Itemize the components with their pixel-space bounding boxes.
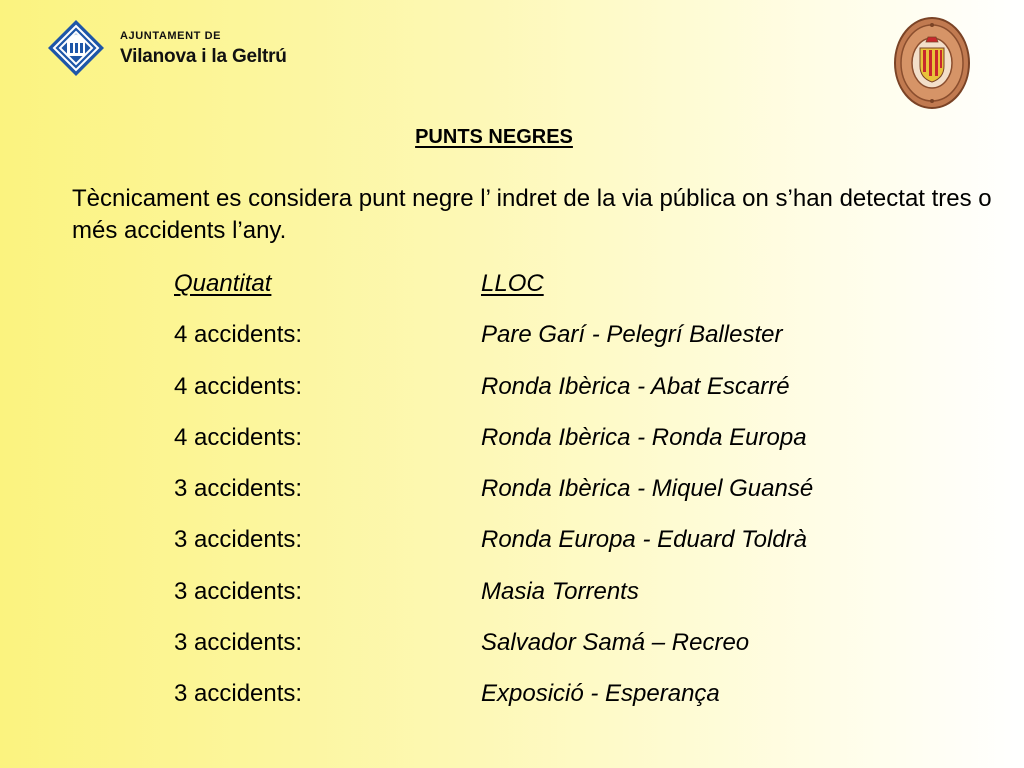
row-quantity: 4 accidents: <box>174 372 303 400</box>
row-place: Ronda Europa - Eduard Toldrà <box>481 526 807 554</box>
header-quantity: Quantitat <box>174 270 272 297</box>
row-quantity: 3 accidents: <box>174 526 303 554</box>
row-place: Ronda Ibèrica - Abat Escarré <box>481 372 790 400</box>
row-quantity: 4 accidents: <box>174 321 303 349</box>
row-place: Pare Garí - Pelegrí Ballester <box>481 321 783 349</box>
row-place: Exposició - Esperança <box>481 680 720 708</box>
row-place: Salvador Samá – Recreo <box>481 629 750 657</box>
municipal-logo <box>46 18 287 78</box>
police-badge <box>893 16 971 115</box>
logo-line-1: AJUNTAMENT DE <box>120 29 222 42</box>
row-quantity: 3 accidents: <box>174 629 303 657</box>
row-place: Ronda Ibèrica - Miquel Guansé <box>481 475 814 503</box>
logo-line-2: Vilanova i la Geltrú <box>120 45 287 67</box>
row-quantity: 4 accidents: <box>174 423 303 451</box>
intro-paragraph: Tècnicament es considera punt negre l’ indret de la via pública on s’han detectat tres o més accidents l’any. <box>72 185 992 244</box>
policia-local-badge-icon <box>893 16 971 110</box>
row-quantity: 3 accidents: <box>174 680 303 708</box>
header-place: LLOC <box>481 270 544 297</box>
row-place: Masia Torrents <box>481 577 639 605</box>
row-quantity: 3 accidents: <box>174 577 303 605</box>
municipal-shield-logo-icon <box>46 18 106 78</box>
row-place: Ronda Ibèrica - Ronda Europa <box>481 423 807 451</box>
slide-title: PUNTS NEGRES <box>415 126 573 148</box>
row-quantity: 3 accidents: <box>174 475 303 503</box>
